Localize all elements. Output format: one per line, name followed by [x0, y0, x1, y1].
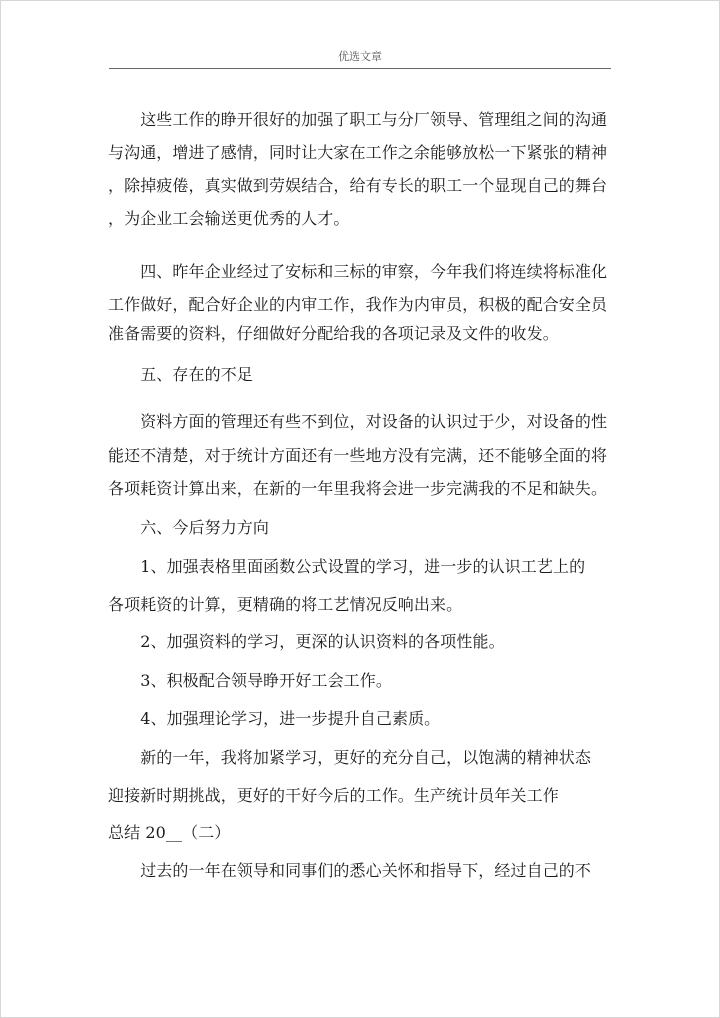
page-header: 优选文章 [338, 50, 382, 63]
list-item: 1、加强表格里面函数公式设置的学习，进一步的认识工艺上的 [108, 557, 586, 576]
list-item: 3、积极配合领导睁开好工会工作。 [108, 671, 392, 690]
section-heading: 五、存在的不足 [108, 365, 253, 384]
section-heading: 六、今后努力方向 [108, 518, 270, 537]
paragraph-line: ，为企业工会输送更优秀的人才。 [108, 209, 350, 228]
paragraph-line: 资料方面的管理还有些不到位，对设备的认识过于少，对设备的性 [108, 412, 608, 431]
paragraph-line: 工作做好，配合好企业的内审工作，我作为内审员，积极的配合安全员 [108, 295, 608, 314]
paragraph-line: 与沟通，增进了感情，同时让大家在工作之余能够放松一下紧张的精神 [108, 143, 608, 162]
header-rule [109, 68, 611, 69]
paragraph-line: 这些工作的睁开很好的加强了职工与分厂领导、管理组之间的沟通 [108, 110, 608, 129]
list-item: 2、加强资料的学习，更深的认识资料的各项性能。 [108, 632, 505, 651]
paragraph-line: 过去的一年在领导和同事们的悉心关怀和指导下，经过自己的不 [108, 861, 592, 880]
paragraph-line: 各项耗资计算出来，在新的一年里我将会进一步完满我的不足和缺失。 [108, 479, 608, 498]
paragraph-line: 准备需要的资料，仔细做好分配给我的各项记录及文件的收发。 [108, 324, 559, 343]
list-item: 4、加强理论学习，进一步提升自己素质。 [108, 709, 441, 728]
paragraph-line: 各项耗资的计算，更精确的将工艺情况反响出来。 [108, 595, 463, 614]
section-title: 总结 20__（二） [108, 823, 231, 842]
paragraph-line: ，除掉疲倦，真实做到劳娱结合，给有专长的职工一个显现自己的舞台 [108, 176, 608, 195]
paragraph-line: 能还不清楚，对于统计方面还有一些地方没有完满，还不能够全面的将 [108, 446, 608, 465]
paragraph-line: 迎接新时期挑战，更好的干好今后的工作。生产统计员年关工作 [108, 786, 559, 805]
paragraph-line: 四、昨年企业经过了安标和三标的审察，今年我们将连续将标准化 [108, 262, 608, 281]
paragraph-line: 新的一年，我将加紧学习，更好的充分自己，以饱满的精神状态 [108, 748, 592, 767]
